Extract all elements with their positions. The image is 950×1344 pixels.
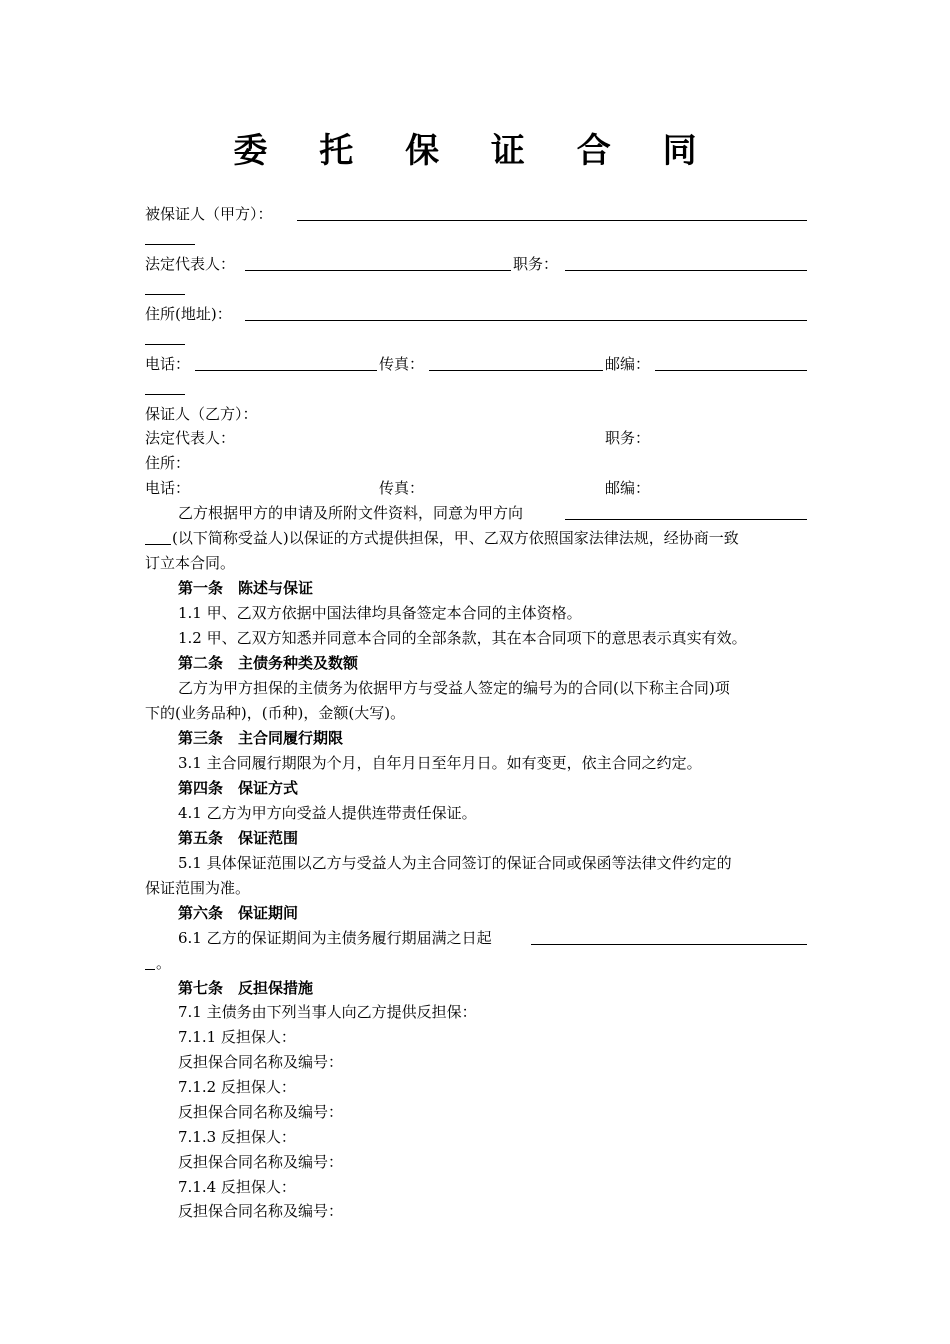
party-a-postcode-label: 邮编： bbox=[605, 355, 651, 373]
party-a-name-label: 被保证人（甲方）： bbox=[145, 205, 273, 223]
article-1-clause-1: 1.1 甲、乙双方依据中国法律均具备签定本合同的主体资格。 bbox=[178, 604, 582, 622]
party-b-fax-label: 传真： bbox=[379, 479, 425, 497]
party-b-postcode-label: 邮编： bbox=[605, 479, 651, 497]
article-7-clause-1: 7.1 主债务由下列当事人向乙方提供反担保： bbox=[178, 1003, 477, 1021]
preamble-line-2: (以下简称受益人)以保证的方式提供担保，甲、乙双方依照国家法律法规，经协商一致 bbox=[172, 529, 739, 547]
party-a-address-label: 住所(地址)： bbox=[145, 305, 232, 323]
party-a-position-blank bbox=[565, 270, 807, 271]
party-b-address-label: 住所： bbox=[145, 454, 191, 472]
article-4-heading: 第四条 保证方式 bbox=[178, 779, 299, 797]
article-2-heading: 第二条 主债务种类及数额 bbox=[178, 654, 359, 672]
article-6-heading: 第六条 保证期间 bbox=[178, 904, 299, 922]
guarantee-period-blank-cont bbox=[145, 969, 155, 970]
counter-contract-4: 反担保合同名称及编号： bbox=[178, 1202, 344, 1220]
counter-guarantor-2: 7.1.2 反担保人： bbox=[178, 1078, 296, 1096]
article-5-line-2: 保证范围为准。 bbox=[145, 879, 251, 897]
article-1-heading: 第一条 陈述与保证 bbox=[178, 579, 314, 597]
guarantee-period-blank bbox=[531, 944, 807, 945]
party-a-rep-blank-cont bbox=[145, 294, 185, 295]
preamble-line-3: 订立本合同。 bbox=[145, 554, 236, 572]
counter-guarantor-4: 7.1.4 反担保人： bbox=[178, 1178, 296, 1196]
counter-guarantor-1: 7.1.1 反担保人： bbox=[178, 1028, 296, 1046]
party-b-name-label: 保证人（乙方）： bbox=[145, 405, 258, 423]
party-a-rep-label: 法定代表人： bbox=[145, 255, 236, 273]
party-a-address-blank bbox=[245, 320, 807, 321]
counter-contract-3: 反担保合同名称及编号： bbox=[178, 1153, 344, 1171]
party-a-postcode-blank bbox=[655, 370, 807, 371]
article-7-heading: 第七条 反担保措施 bbox=[178, 979, 314, 997]
counter-contract-1: 反担保合同名称及编号： bbox=[178, 1053, 344, 1071]
party-a-phone-label: 电话： bbox=[145, 355, 191, 373]
party-a-name-blank bbox=[297, 220, 807, 221]
beneficiary-blank bbox=[565, 519, 807, 520]
counter-guarantor-3: 7.1.3 反担保人： bbox=[178, 1128, 296, 1146]
article-6-line-2: 。 bbox=[156, 954, 172, 972]
party-a-rep-blank bbox=[245, 270, 511, 271]
article-5-line-1: 5.1 具体保证范围以乙方与受益人为主合同签订的保证合同或保函等法律文件约定的 bbox=[178, 854, 732, 872]
document-title: 委 托 保 证 合 同 bbox=[233, 131, 717, 171]
party-a-phone-blank-cont bbox=[145, 394, 185, 395]
article-3-clause-1: 3.1 主合同履行期限为个月，自年月日至年月日。如有变更，依主合同之约定。 bbox=[178, 754, 702, 772]
article-1-clause-2: 1.2 甲、乙双方知悉并同意本合同的全部条款，其在本合同项下的意思表示真实有效。 bbox=[178, 629, 747, 647]
article-3-heading: 第三条 主合同履行期限 bbox=[178, 729, 344, 747]
party-a-phone-blank bbox=[195, 370, 377, 371]
party-a-position-label: 职务： bbox=[513, 255, 559, 273]
party-b-position-label: 职务： bbox=[605, 429, 651, 447]
party-a-name-blank-cont bbox=[145, 244, 195, 245]
article-2-line-1: 乙方为甲方担保的主债务为依据甲方与受益人签定的编号为的合同(以下称主合同)项 bbox=[178, 679, 730, 697]
preamble-line-1: 乙方根据甲方的申请及所附文件资料，同意为甲方向 bbox=[178, 504, 524, 522]
party-b-rep-label: 法定代表人： bbox=[145, 429, 236, 447]
article-4-clause-1: 4.1 乙方为甲方向受益人提供连带责任保证。 bbox=[178, 804, 477, 822]
party-a-address-blank-cont bbox=[145, 344, 185, 345]
article-6-line-1: 6.1 乙方的保证期间为主债务履行期届满之日起 bbox=[178, 929, 492, 947]
counter-contract-2: 反担保合同名称及编号： bbox=[178, 1103, 344, 1121]
party-a-fax-label: 传真： bbox=[379, 355, 425, 373]
article-5-heading: 第五条 保证范围 bbox=[178, 829, 299, 847]
beneficiary-blank-cont bbox=[145, 544, 171, 545]
article-2-line-2: 下的(业务品种)，(币种)，金额(大写)。 bbox=[145, 704, 406, 722]
party-a-fax-blank bbox=[429, 370, 603, 371]
party-b-phone-label: 电话： bbox=[145, 479, 191, 497]
